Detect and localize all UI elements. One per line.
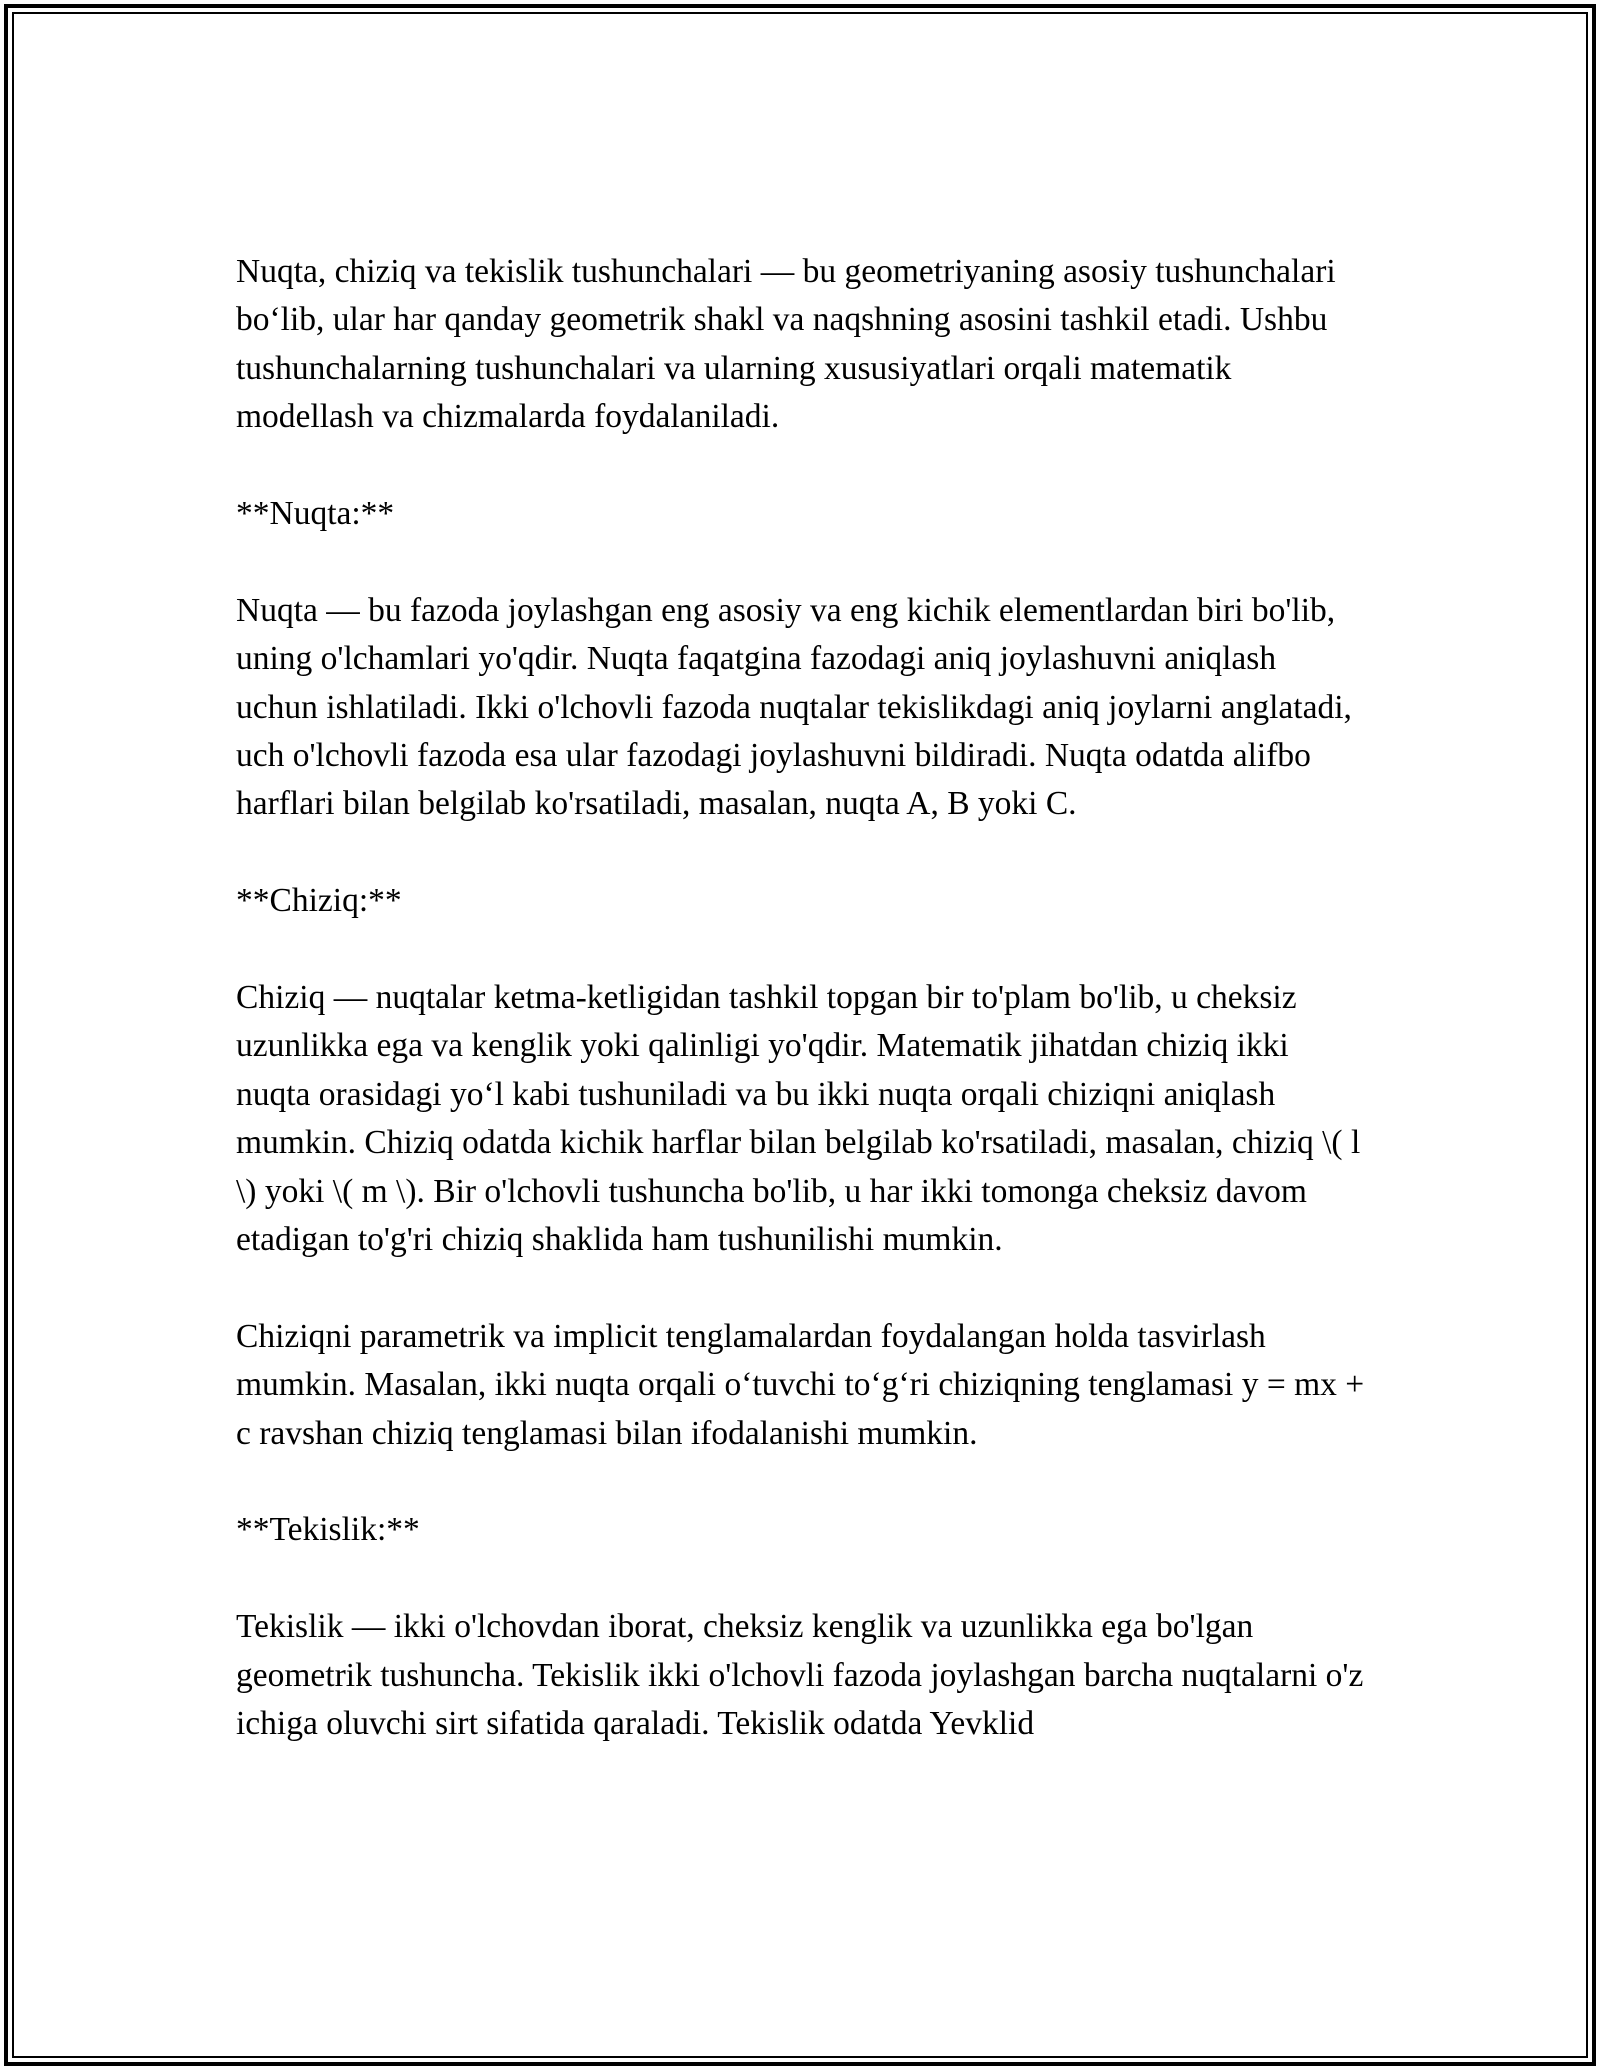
heading-chiziq: **Chiziq:**	[236, 882, 402, 920]
heading-tekislik: **Tekislik:**	[236, 1511, 420, 1549]
chiziq-paragraph: Chiziq — nuqtalar ketma-ketligidan tashkil topgan bir to'plam bo'lib, u cheksiz uzunlikka ega va kenglik yoki qalinligi yo'qdir. Matematik jihatdan chiziq ikki nuqta orasidagi yo‘l kabi tushuniladi va bu ikki nuqta orqali chiziqni aniqlash mumkin. Chiziq odatda kichik harflar bilan belgilab ko'rsatiladi, masalan, chiziq \( l \) yoki \( m \). Bir o'lchovli tushuncha bo'lib, u har ikki tomonga cheksiz davom etadigan to'g'ri chiziq shaklida ham tushunilishi mumkin.	[236, 979, 1361, 1259]
document-body	[236, 248, 1366, 1797]
nuqta-paragraph: Nuqta — bu fazoda joylashgan eng asosiy va eng kichik elementlardan biri bo'lib, uning o'lchamlari yo'qdir. Nuqta faqatgina fazodagi aniq joylashuvni aniqlash uchun ishlatiladi. Ikki o'lchovli fazoda nuqtalar tekislikdagi aniq joylarni anglatadi, uch o'lchovli fazoda esa ular fazodagi joylashuvni bildiradi. Nuqta odatda alifbo harflari bilan belgilab ko'rsatiladi, masalan, nuqta A, B yoki C.	[236, 591, 1352, 823]
heading-nuqta: **Nuqta:**	[236, 495, 395, 533]
tekislik-paragraph: Tekislik — ikki o'lchovdan iborat, cheksiz kenglik va uzunlikka ega bo'lgan geometrik tushuncha. Tekislik ikki o'lchovli fazoda joylashgan barcha nuqtalarni o'z ichiga oluvchi sirt sifatida qaraladi. Tekislik odatda Yevklid	[236, 1608, 1364, 1743]
chiziq-equation-paragraph: Chiziqni parametrik va implicit tenglamalardan foydalangan holda tasvirlash mumkin. Masalan, ikki nuqta orqali o‘tuvchi to‘g‘ri chiziqning tenglamasi y = mx + c ravshan chiziq tenglamasi bilan ifodalanishi mumkin.	[236, 1317, 1365, 1452]
intro-paragraph: Nuqta, chiziq va tekislik tushunchalari — bu geometriyaning asosiy tushunchalari bo‘lib, ular har qanday geometrik shakl va naqshning asosini tashkil etadi. Ushbu tushunchalarning tushunchalari va ularning xususiyatlari orqali matematik modellash va chizmalarda foydalaniladi.	[236, 253, 1336, 436]
